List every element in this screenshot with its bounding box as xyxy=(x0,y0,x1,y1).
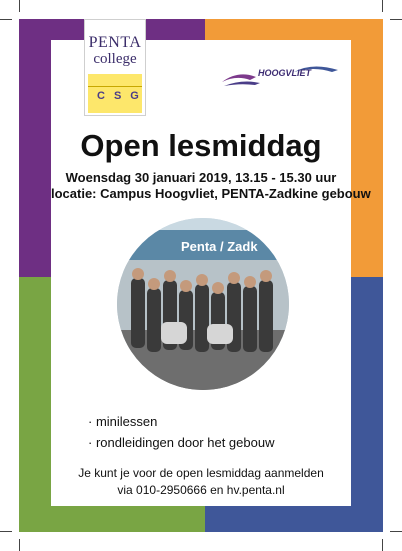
hoogvliet-text: HOOGVLIET xyxy=(258,68,312,78)
crop-mark xyxy=(19,539,20,551)
penta-college-logo xyxy=(84,19,146,116)
group-photo-illustration xyxy=(117,218,289,390)
crop-mark xyxy=(390,19,402,20)
bullet-item: · minilessen xyxy=(88,414,158,429)
location-line: locatie: Campus Hoogvliet, PENTA-Zadkine gebouw xyxy=(51,186,371,201)
signup-text: Je kunt je voor de open lesmiddag aanmelden xyxy=(78,466,324,480)
crop-mark xyxy=(390,531,402,532)
crop-mark xyxy=(382,539,383,551)
group-photo xyxy=(117,218,289,390)
contact-text: via 010-2950666 en hv.penta.nl xyxy=(117,483,285,497)
logo-stripe xyxy=(88,86,142,87)
photo-sign-text: Penta / Zadk xyxy=(181,239,258,254)
logo-csg-bar xyxy=(88,74,148,113)
hoogvliet-logo xyxy=(220,62,340,92)
page-title: Open lesmiddag xyxy=(80,128,322,163)
logo-penta-text: PENTA xyxy=(88,34,142,51)
crop-mark xyxy=(0,19,12,20)
crop-mark xyxy=(19,0,20,12)
logo-csg-text: CSG xyxy=(97,90,148,102)
crop-mark xyxy=(382,0,383,12)
bullet-item: · rondleidingen door het gebouw xyxy=(88,435,275,450)
crop-mark xyxy=(0,531,12,532)
date-line: Woensdag 30 januari 2019, 13.15 - 15.30 uur xyxy=(65,170,337,185)
logo-college-text: college xyxy=(93,51,137,67)
